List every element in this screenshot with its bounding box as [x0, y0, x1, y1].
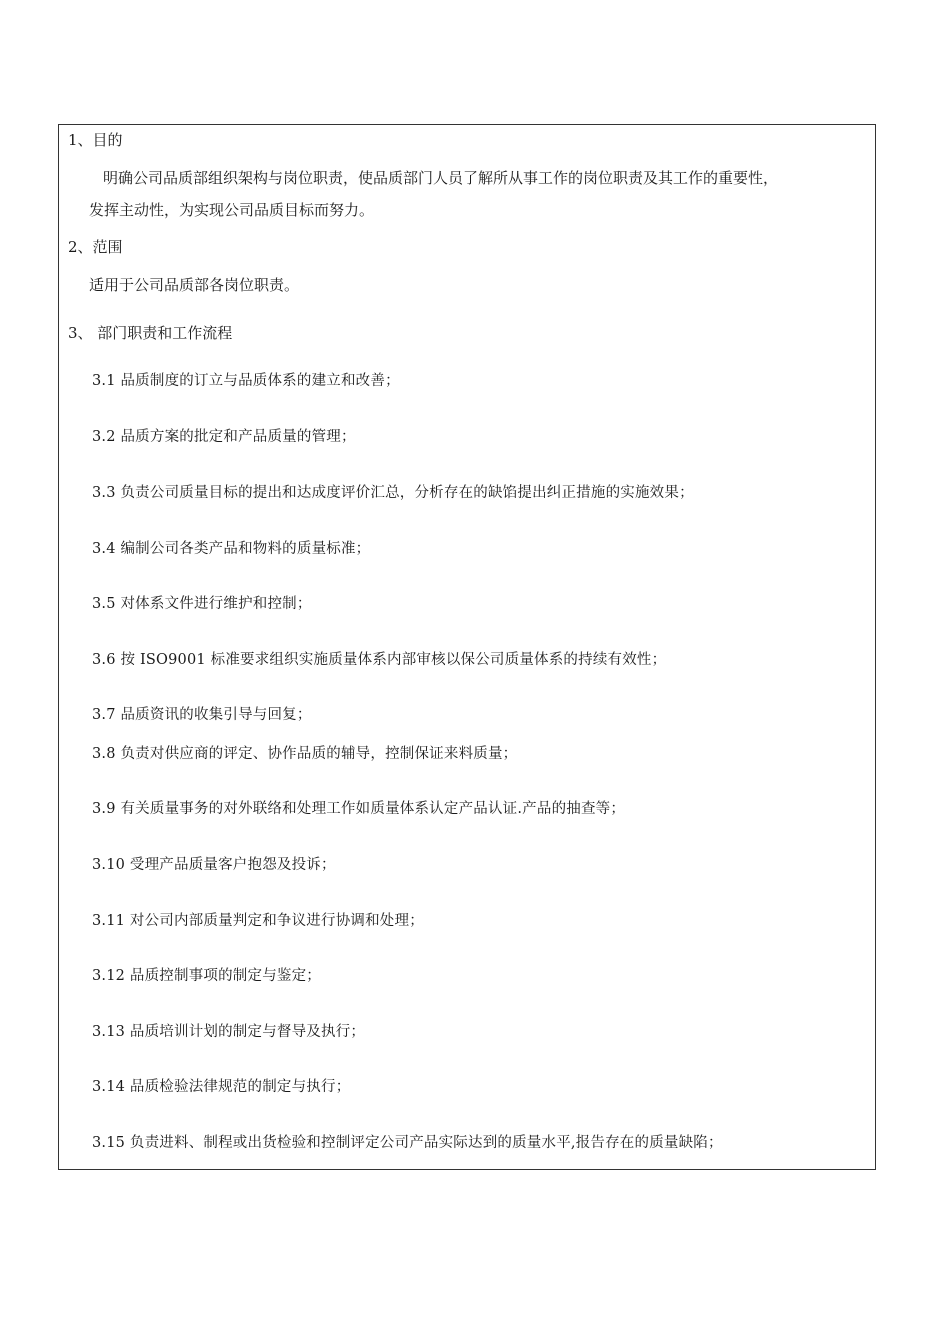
duty-item: 3.7 品质资讯的收集引导与回复； [92, 707, 312, 723]
duty-item: 3.3 负责公司质量目标的提出和达成度评价汇总，分析存在的缺馅提出纠正措施的实施效果； [92, 485, 694, 501]
section-heading-scope: 2、范围 [68, 238, 123, 256]
duty-item: 3.10 受理产品质量客户抱怨及投诉； [92, 857, 336, 873]
duty-item: 3.12 品质控制事项的制定与鉴定； [92, 968, 321, 984]
duty-item: 3.6 按 ISO9001 标准要求组织实施质量体系内部审核以保公司质量体系的持续有效性； [92, 652, 667, 668]
section-heading-duties: 3、 部门职责和工作流程 [68, 324, 233, 342]
duty-item: 3.5 对体系文件进行维护和控制； [92, 596, 312, 612]
document-frame [58, 124, 876, 1170]
duty-item: 3.14 品质检验法律规范的制定与执行； [92, 1079, 351, 1095]
scope-text: 适用于公司品质部各岗位职责。 [89, 276, 300, 294]
duty-item: 3.8 负责对供应商的评定、协作品质的辅导，控制保证来料质量； [92, 746, 518, 762]
section-heading-purpose: 1、目的 [68, 131, 123, 149]
duty-item: 3.1 品质制度的订立与品质体系的建立和改善； [92, 373, 400, 389]
duty-item: 3.15 负责进料、制程或出货检验和控制评定公司产品实际达到的质量水平,报告存在的质量缺陷； [92, 1135, 723, 1151]
duty-item: 3.2 品质方案的批定和产品质量的管理； [92, 429, 356, 445]
purpose-text-line-1: 明确公司品质部组织架构与岗位职责，使品质部门人员了解所从事工作的岗位职责及其工作的重要性， [103, 169, 779, 187]
duty-item: 3.11 对公司内部质量判定和争议进行协调和处理； [92, 913, 424, 929]
duty-item: 3.9 有关质量事务的对外联络和处理工作如质量体系认定产品认证.产品的抽查等； [92, 801, 626, 817]
duty-item: 3.4 编制公司各类产品和物料的质量标准； [92, 541, 371, 557]
duty-item: 3.13 品质培训计划的制定与督导及执行； [92, 1024, 366, 1040]
purpose-text-line-2: 发挥主动性，为实现公司品质目标而努力。 [89, 201, 375, 219]
